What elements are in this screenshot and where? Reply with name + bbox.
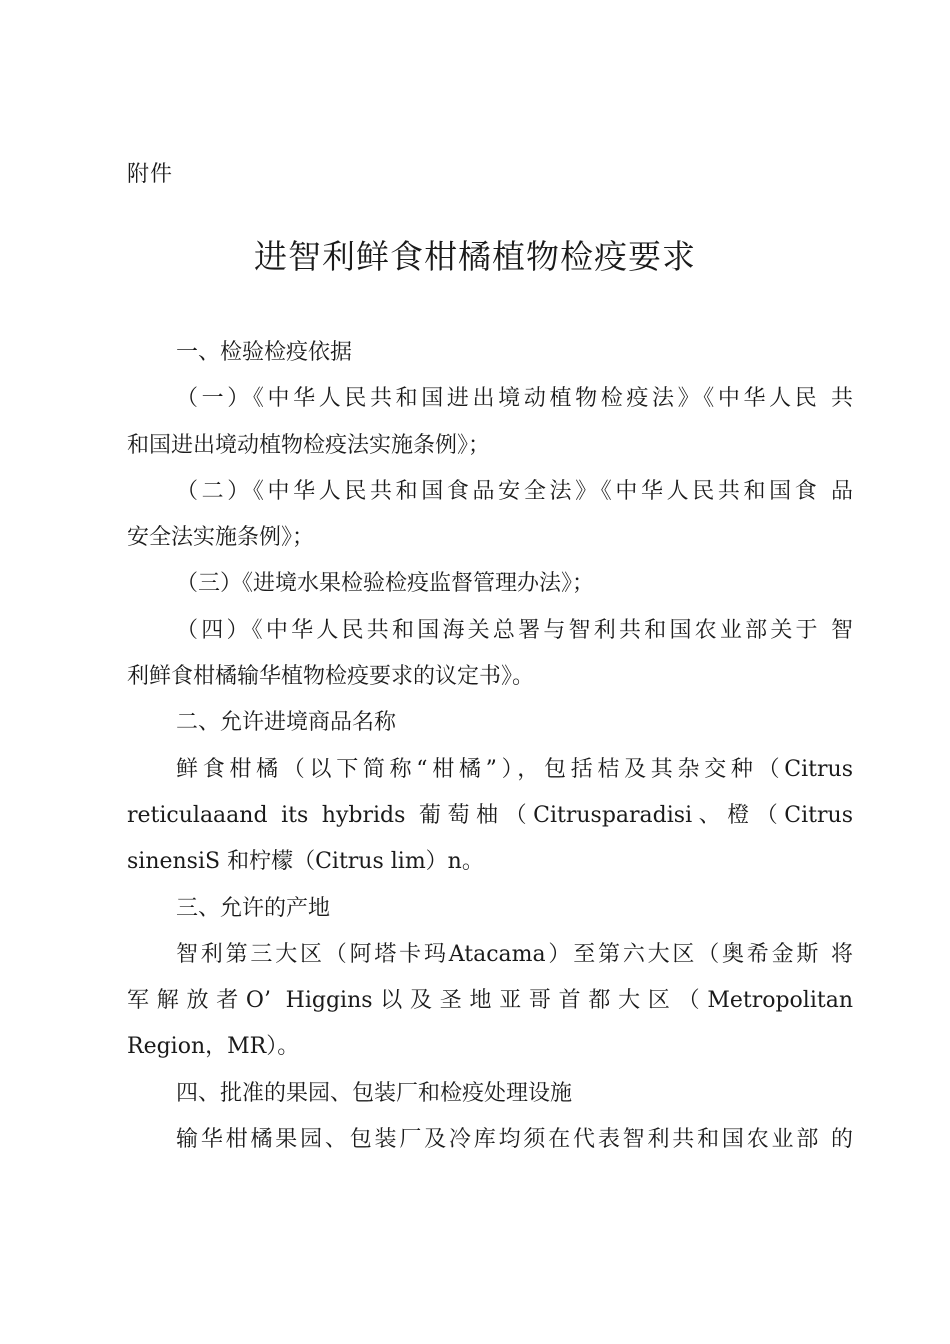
paragraph-line: 军解放者O’ Higgins以及圣地亚哥首都大区（Metropolitan (127, 988, 853, 1014)
paragraph-line: reticulaaand its hybrids 葡萄柚（Citrusparadisi、橙（Citrus (127, 802, 853, 828)
paragraph-line: 鲜食柑橘（以下简称“柑橘”），包括桔及其杂交种（Citrus (176, 756, 853, 782)
paragraph-line: 智利第三大区（阿塔卡玛Atacama）至第六大区（奥希金斯 将 (176, 941, 853, 967)
paragraph-line: Region，MR）。 (127, 1034, 300, 1060)
paragraph-line: 输华柑橘果园、包装厂及冷库均须在代表智利共和国农业部 的 (176, 1127, 853, 1153)
paragraph-line: （二）《中华人民共和国食品安全法》《中华人民共和国食 品 (176, 478, 853, 504)
section-heading-2: 二、允许进境商品名称 (176, 710, 397, 736)
paragraph-line: 和国进出境动植物检疫法实施条例》； (127, 432, 491, 458)
section-heading-3: 三、允许的产地 (176, 895, 331, 921)
paragraph-line: 利鲜食柑橘输华植物检疫要求的议定书》。 (127, 664, 535, 690)
section-heading-4: 四、批准的果园、包装厂和检疫处理设施 (176, 1080, 573, 1106)
attachment-label: 附件 (127, 162, 174, 187)
paragraph-line: sinensiS 和柠檬（Citrus lim）n。 (127, 849, 484, 875)
section-heading-1: 一、检验检疫依据 (176, 340, 353, 365)
paragraph-line: （三）《进境水果检验检疫监督管理办法》； (176, 571, 595, 597)
document-body (127, 330, 853, 1163)
paragraph-line: （一）《中华人民共和国进出境动植物检疫法》《中华人民 共 (176, 386, 853, 412)
paragraph-line: （四）《中华人民共和国海关总署与智利共和国农业部关于 智 (176, 617, 853, 643)
paragraph-line: 安全法实施条例》； (127, 525, 315, 551)
document-title: 进智利鲜食柑橘植物检疫要求 (254, 237, 696, 276)
